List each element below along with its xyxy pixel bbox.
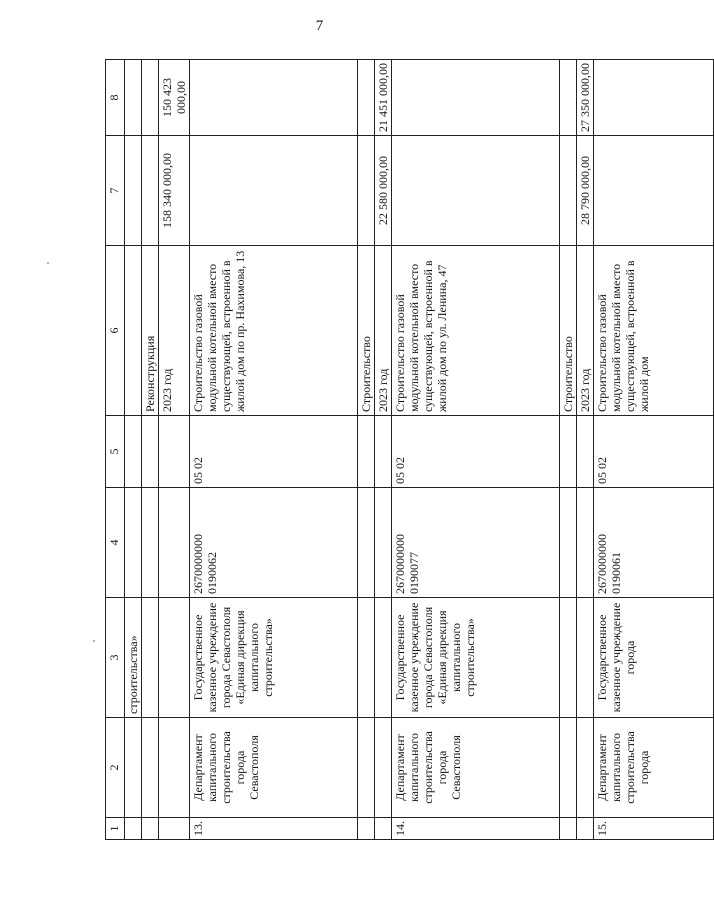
investment-table [105,59,714,840]
year-label: 2023 год [375,246,392,416]
rotated-table-wrapper [105,60,651,840]
customer-cell: Государственное казенное учреждение города Севастополя «Единая дирекция капитального строительства» [190,598,358,718]
header-cell: 2 [106,718,125,818]
header-row [106,60,125,840]
year-label: 2023 год [159,246,190,416]
table-row [594,60,714,840]
table-row [375,60,392,840]
header-cell: 6 [106,246,125,416]
prev-tail-cell: строительства» [125,598,142,718]
table-row [159,60,190,840]
header-cell: 4 [106,488,125,598]
budget-code-cell: 2670000000 0190077 [392,488,560,598]
row-number: 15. [594,818,714,840]
budget-code-cell: 2670000000 0190061 [594,488,714,598]
section-label: Строительство [560,246,577,416]
header-cell: 3 [106,598,125,718]
amount-col8: 27 350 000,00 [577,60,594,136]
amount-col8: 150 423 000,00 [159,60,190,136]
scan-speck [47,262,49,264]
page-number: 7 [315,18,324,34]
header-cell: 8 [106,60,125,136]
row-number: 13. [190,818,358,840]
customer-cell: Государственное казенное учреждение города Севастополя «Единая дирекция капитального строительства» [392,598,560,718]
department-cell: Департамент капитального строительства города Севастополя [392,718,560,818]
table-row [358,60,375,840]
object-cell: Строительство газовой модульной котельной вместо существующей, встроенной в жилой дом по ул. Ленина, 47 [392,246,560,416]
header-cell: 7 [106,136,125,246]
section-code-cell: 05 02 [392,416,560,488]
section-label: Строительство [358,246,375,416]
amount-col8: 21 451 000,00 [375,60,392,136]
department-cell: Департамент капитального строительства города [594,718,714,818]
object-cell: Строительство газовой модульной котельной вместо существующей, встроенной в жилой дом [594,246,714,416]
scan-speck [93,640,95,642]
table-row [560,60,577,840]
amount-col7: 158 340 000,00 [159,136,190,246]
department-cell: Департамент капитального строительства города Севастополя [190,718,358,818]
table-row [125,60,142,840]
table-row [577,60,594,840]
table-row [142,60,159,840]
section-label: Реконструкция [142,246,159,416]
section-code-cell: 05 02 [190,416,358,488]
section-code-cell: 05 02 [594,416,714,488]
header-cell: 1 [106,818,125,840]
budget-code-cell: 2670000000 0190062 [190,488,358,598]
amount-col7: 28 790 000,00 [577,136,594,246]
row-number: 14. [392,818,560,840]
object-cell: Строительство газовой модульной котельной вместо существующей, встроенной в жилой дом по пр. Нахимова, 13 [190,246,358,416]
amount-col7: 22 580 000,00 [375,136,392,246]
table-row [190,60,358,840]
customer-cell: Государственное казенное учреждение города [594,598,714,718]
header-cell: 5 [106,416,125,488]
table-row [392,60,560,840]
year-label: 2023 год [577,246,594,416]
